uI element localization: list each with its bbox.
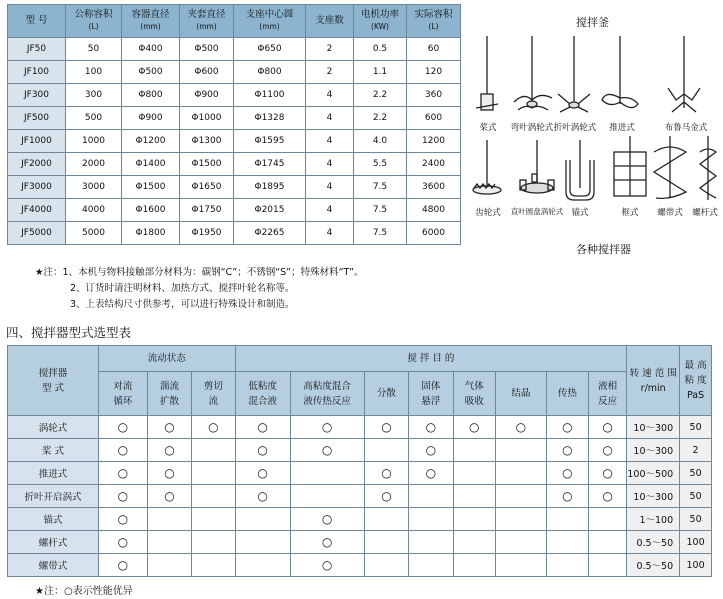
purpose-subheader-0: 对流 循环 — [99, 372, 148, 416]
table-cell: 2.2 — [354, 107, 407, 130]
viscosity-cell: 100 — [680, 531, 712, 554]
mark-cell — [290, 531, 364, 554]
excellent-mark-icon: ○ — [515, 419, 527, 434]
speed-cell: 10～300 — [627, 416, 680, 439]
mark-cell — [147, 439, 191, 462]
model-cell: JF4000 — [8, 199, 66, 222]
spec-table-header — [8, 5, 461, 38]
mark-cell — [453, 485, 495, 508]
spec-header-3: 夹套直径 (mm) — [180, 5, 234, 38]
caption-propeller: 推进式 — [609, 123, 635, 133]
table-cell: 3600 — [407, 176, 461, 199]
table-cell: Φ500 — [122, 61, 180, 84]
mark-cell — [192, 485, 235, 508]
agitator-panel-caption: 各种搅拌器 — [576, 243, 631, 256]
mark-cell — [546, 554, 588, 577]
table-cell: 4 — [306, 176, 354, 199]
table-cell: Φ1895 — [234, 176, 306, 199]
table-cell: Φ500 — [180, 38, 234, 61]
speed-cell: 0.5～50 — [627, 531, 680, 554]
table-cell: 120 — [407, 61, 461, 84]
excellent-mark-icon: ○ — [562, 419, 573, 434]
table-row — [8, 222, 461, 245]
table-row — [8, 199, 461, 222]
table-row — [8, 485, 712, 508]
table-cell: 4.0 — [354, 130, 407, 153]
speed-cell: 10～300 — [627, 485, 680, 508]
mark-cell — [364, 508, 408, 531]
purpose-subheader-5: 分散 — [364, 372, 408, 416]
excellent-mark-icon: ○ — [208, 419, 219, 434]
mark-cell — [453, 439, 495, 462]
purpose-subheader-4: 高粘度混合 液传热反应 — [290, 372, 364, 416]
mark-cell — [409, 531, 453, 554]
section-title: 四、搅拌器型式选型表 — [6, 325, 132, 340]
disc-turbine-icon — [520, 140, 554, 193]
table-cell: 2000 — [66, 153, 122, 176]
mark-cell — [99, 439, 148, 462]
table-cell: 7.5 — [354, 222, 407, 245]
table-row — [8, 38, 461, 61]
excellent-mark-icon: ○ — [602, 419, 613, 434]
table-cell: 5000 — [66, 222, 122, 245]
table-cell: Φ1000 — [180, 107, 234, 130]
mark-cell — [453, 531, 495, 554]
excellent-mark-icon: ○ — [321, 442, 333, 457]
mark-cell — [235, 531, 290, 554]
excellent-mark-icon: ○ — [381, 488, 392, 503]
mark-cell — [364, 531, 408, 554]
caption-screw: 螺杆式 — [692, 208, 718, 218]
table-cell: 4 — [306, 153, 354, 176]
excellent-mark-icon: ○ — [117, 511, 129, 526]
viscosity-cell: 50 — [680, 508, 712, 531]
flow-group-header: 流动状态 — [99, 346, 236, 372]
table-cell: Φ650 — [234, 38, 306, 61]
table-cell: Φ1800 — [122, 222, 180, 245]
mark-cell — [589, 508, 627, 531]
model-cell: JF3000 — [8, 176, 66, 199]
model-cell: JF2000 — [8, 153, 66, 176]
viscosity-cell: 50 — [680, 462, 712, 485]
speed-cell: 1～100 — [627, 508, 680, 531]
excellent-mark-icon: ○ — [257, 465, 268, 480]
caption-disc-turbine: 直叶圆盘涡轮式 — [510, 207, 564, 216]
mark-cell — [147, 508, 191, 531]
excellent-mark-icon: ○ — [602, 488, 613, 503]
selection-table — [7, 345, 712, 577]
table-cell: 600 — [407, 107, 461, 130]
mark-cell — [546, 508, 588, 531]
table-row — [8, 84, 461, 107]
speed-cell: 0.5～50 — [627, 554, 680, 577]
mark-cell — [409, 439, 453, 462]
mark-cell — [589, 462, 627, 485]
mark-cell — [192, 439, 235, 462]
excellent-mark-icon: ○ — [257, 442, 268, 457]
mark-cell — [99, 554, 148, 577]
table-cell: Φ1745 — [234, 153, 306, 176]
mark-cell — [409, 462, 453, 485]
mark-cell — [99, 416, 148, 439]
mark-cell — [235, 554, 290, 577]
purpose-subheader-2: 剪切 流 — [192, 372, 235, 416]
mark-cell — [589, 531, 627, 554]
curved-blade-turbine-icon — [514, 36, 552, 110]
agitator-illustrations — [462, 28, 720, 258]
mark-cell — [364, 439, 408, 462]
table-cell: 300 — [66, 84, 122, 107]
mark-cell — [546, 531, 588, 554]
model-cell: JF300 — [8, 84, 66, 107]
agitator-type-cell: 推进式 — [8, 462, 99, 485]
mark-cell — [409, 416, 453, 439]
table-cell: Φ900 — [122, 107, 180, 130]
excellent-mark-icon: ○ — [562, 488, 573, 503]
table-cell: 6000 — [407, 222, 461, 245]
table-cell: Φ1500 — [122, 176, 180, 199]
excellent-mark-icon: ○ — [164, 488, 175, 503]
spec-header-7: 实际容积 (L) — [407, 5, 461, 38]
viscosity-column-header: 最 高 粘 度 PaS — [680, 346, 712, 416]
table-row — [8, 462, 712, 485]
table-cell: Φ400 — [122, 38, 180, 61]
caption-frame: 框式 — [621, 208, 639, 218]
table-cell: 360 — [407, 84, 461, 107]
excellent-mark-icon: ○ — [117, 442, 129, 457]
excellent-mark-icon: ○ — [257, 419, 268, 434]
mark-cell — [364, 485, 408, 508]
excellent-mark-icon: ○ — [117, 488, 129, 503]
viscosity-cell: 2 — [680, 439, 712, 462]
mark-cell — [453, 416, 495, 439]
table-row — [8, 176, 461, 199]
excellent-mark-icon: ○ — [117, 465, 129, 480]
excellent-mark-icon: ○ — [164, 442, 175, 457]
mark-cell — [495, 554, 546, 577]
mark-cell — [409, 508, 453, 531]
mark-cell — [235, 462, 290, 485]
mark-cell — [453, 554, 495, 577]
table-cell: 4000 — [66, 199, 122, 222]
table-row — [8, 130, 461, 153]
purpose-subheader-9: 传热 — [546, 372, 588, 416]
table-cell: Φ1750 — [180, 199, 234, 222]
agitator-type-cell: 螺杆式 — [8, 531, 99, 554]
speed-column-header: 转 速 范 围 r/min — [627, 346, 680, 416]
table-cell: 1200 — [407, 130, 461, 153]
mark-cell — [495, 462, 546, 485]
frame-agitator-icon — [614, 136, 646, 196]
caption-anchor: 锚式 — [571, 208, 589, 218]
agitator-type-cell: 折叶开启涡式 — [8, 485, 99, 508]
brumagin-agitator-icon — [668, 36, 700, 112]
mark-cell — [495, 416, 546, 439]
excellent-mark-icon: ○ — [321, 419, 333, 434]
mark-cell — [147, 554, 191, 577]
table-cell: 2 — [306, 61, 354, 84]
purpose-subheader-8: 结晶 — [495, 372, 546, 416]
speed-cell: 100～500 — [627, 462, 680, 485]
caption-brumagin: 布鲁马金式 — [664, 123, 708, 133]
excellent-mark-icon: ○ — [469, 419, 480, 434]
mark-cell — [290, 416, 364, 439]
mark-cell — [546, 485, 588, 508]
table-cell: Φ1595 — [234, 130, 306, 153]
selection-note: ★注：○表示性能优异 — [35, 586, 133, 597]
mark-cell — [192, 416, 235, 439]
excellent-mark-icon: ○ — [321, 511, 333, 526]
mark-cell — [147, 462, 191, 485]
model-cell: JF50 — [8, 38, 66, 61]
mark-cell — [99, 485, 148, 508]
table-cell: 4800 — [407, 199, 461, 222]
spec-header-4: 支座中心圆 (mm) — [234, 5, 306, 38]
excellent-mark-icon: ○ — [321, 534, 333, 549]
mark-cell — [546, 462, 588, 485]
table-cell: Φ900 — [180, 84, 234, 107]
viscosity-cell: 50 — [680, 416, 712, 439]
table-cell: 100 — [66, 61, 122, 84]
table-row — [8, 531, 712, 554]
viscosity-cell: 50 — [680, 485, 712, 508]
table-cell: 1000 — [66, 130, 122, 153]
mark-cell — [409, 485, 453, 508]
mark-cell — [495, 485, 546, 508]
table-cell: 500 — [66, 107, 122, 130]
mark-cell — [364, 416, 408, 439]
model-cell: JF5000 — [8, 222, 66, 245]
spec-table — [7, 4, 461, 245]
mark-cell — [495, 439, 546, 462]
mark-cell — [235, 485, 290, 508]
table-cell: 3000 — [66, 176, 122, 199]
table-row — [8, 554, 712, 577]
mark-cell — [192, 531, 235, 554]
agitator-type-cell: 锚式 — [8, 508, 99, 531]
mark-cell — [546, 439, 588, 462]
table-cell: 4 — [306, 107, 354, 130]
mark-cell — [235, 416, 290, 439]
mark-cell — [192, 462, 235, 485]
table-cell: Φ1300 — [180, 130, 234, 153]
table-cell: Φ600 — [180, 61, 234, 84]
agitator-panel-title: 搅拌釜 — [576, 16, 609, 29]
agitator-type-cell: 螺带式 — [8, 554, 99, 577]
excellent-mark-icon: ○ — [164, 465, 175, 480]
viscosity-cell: 100 — [680, 554, 712, 577]
spec-note-line-1: ★注：1、本机与物料接触部分材料为：碳钢“C”；不锈钢“S”；特殊材料“T”。 — [35, 267, 364, 278]
mark-cell — [290, 554, 364, 577]
excellent-mark-icon: ○ — [425, 465, 437, 480]
table-cell: 7.5 — [354, 199, 407, 222]
model-cell: JF100 — [8, 61, 66, 84]
mark-cell — [147, 416, 191, 439]
gear-agitator-icon — [473, 140, 501, 194]
mark-cell — [495, 531, 546, 554]
table-cell: Φ1650 — [180, 176, 234, 199]
spec-note-line-3: 3、上表结构尺寸供参考，可以进行特殊设计和制造。 — [70, 299, 295, 310]
purpose-subheader-3: 低粘度 混合液 — [235, 372, 290, 416]
table-cell: 2.2 — [354, 84, 407, 107]
table-cell: 5.5 — [354, 153, 407, 176]
table-cell: Φ2015 — [234, 199, 306, 222]
table-cell: 2400 — [407, 153, 461, 176]
pitched-blade-turbine-icon — [558, 36, 590, 112]
caption-ribbon: 螺带式 — [657, 208, 683, 218]
table-cell: 50 — [66, 38, 122, 61]
table-cell: 60 — [407, 38, 461, 61]
spec-header-5: 支座数 — [306, 5, 354, 38]
mark-cell — [290, 462, 364, 485]
excellent-mark-icon: ○ — [164, 419, 175, 434]
table-cell: 4 — [306, 199, 354, 222]
table-cell: Φ1400 — [122, 153, 180, 176]
table-cell: Φ800 — [234, 61, 306, 84]
table-cell: 2 — [306, 38, 354, 61]
table-cell: 1.1 — [354, 61, 407, 84]
excellent-mark-icon: ○ — [425, 442, 437, 457]
anchor-agitator-icon — [566, 140, 594, 200]
spec-note-prefix: ★注： — [35, 267, 63, 278]
caption-curved-turbine: 弯叶涡轮式 — [510, 123, 554, 133]
table-cell: 4 — [306, 84, 354, 107]
mark-cell — [99, 508, 148, 531]
caption-pitched-turbine: 折叶涡轮式 — [553, 123, 597, 133]
excellent-mark-icon: ○ — [562, 465, 573, 480]
mark-cell — [290, 508, 364, 531]
spec-header-0: 型 号 — [8, 5, 66, 38]
mark-cell — [147, 485, 191, 508]
table-row — [8, 107, 461, 130]
spec-notes — [35, 265, 364, 313]
mark-cell — [192, 508, 235, 531]
table-cell: Φ1950 — [180, 222, 234, 245]
mark-cell — [546, 416, 588, 439]
excellent-mark-icon: ○ — [117, 419, 129, 434]
mark-cell — [453, 508, 495, 531]
mark-cell — [453, 462, 495, 485]
mark-cell — [235, 508, 290, 531]
mark-cell — [589, 485, 627, 508]
mark-cell — [147, 531, 191, 554]
model-cell: JF500 — [8, 107, 66, 130]
caption-paddle: 桨式 — [479, 123, 497, 133]
mark-cell — [290, 485, 364, 508]
purpose-group-header: 搅 拌 目 的 — [235, 346, 627, 372]
excellent-mark-icon: ○ — [425, 419, 437, 434]
table-cell: Φ1200 — [122, 130, 180, 153]
excellent-mark-icon: ○ — [602, 465, 613, 480]
table-row — [8, 61, 461, 84]
table-row — [8, 439, 712, 462]
excellent-mark-icon: ○ — [381, 465, 392, 480]
mark-cell — [364, 462, 408, 485]
table-cell: 4 — [306, 222, 354, 245]
propeller-agitator-icon — [602, 36, 638, 108]
table-cell: Φ1600 — [122, 199, 180, 222]
excellent-mark-icon: ○ — [602, 442, 613, 457]
mark-cell — [409, 554, 453, 577]
table-cell: Φ1100 — [234, 84, 306, 107]
spec-note-line-2: 2、订货时请注明材料、加热方式、搅拌叶轮名称等。 — [70, 283, 295, 294]
excellent-mark-icon: ○ — [117, 534, 129, 549]
agitator-type-cell: 涡轮式 — [8, 416, 99, 439]
table-row — [8, 416, 712, 439]
purpose-subheader-7: 气体 吸收 — [453, 372, 495, 416]
screw-agitator-icon — [700, 136, 716, 200]
excellent-mark-icon: ○ — [257, 488, 268, 503]
mark-cell — [99, 531, 148, 554]
spec-header-2: 容器直径 (mm) — [122, 5, 180, 38]
model-cell: JF1000 — [8, 130, 66, 153]
type-column-header: 搅拌器 型 式 — [8, 346, 99, 416]
table-cell: Φ1500 — [180, 153, 234, 176]
mark-cell — [589, 554, 627, 577]
table-row — [8, 508, 712, 531]
ribbon-agitator-icon — [654, 136, 686, 198]
excellent-mark-icon: ○ — [117, 557, 129, 572]
excellent-mark-icon: ○ — [562, 442, 573, 457]
table-cell: Φ2265 — [234, 222, 306, 245]
mark-cell — [495, 508, 546, 531]
table-cell: Φ1328 — [234, 107, 306, 130]
paddle-agitator-icon — [476, 36, 498, 110]
mark-cell — [589, 416, 627, 439]
mark-cell — [364, 554, 408, 577]
agitator-type-cell: 桨 式 — [8, 439, 99, 462]
table-cell: Φ800 — [122, 84, 180, 107]
caption-gear: 齿轮式 — [475, 208, 501, 218]
spec-header-1: 公称容积 (L) — [66, 5, 122, 38]
table-cell: 0.5 — [354, 38, 407, 61]
mark-cell — [235, 439, 290, 462]
speed-cell: 10～300 — [627, 439, 680, 462]
mark-cell — [99, 462, 148, 485]
table-cell: 7.5 — [354, 176, 407, 199]
purpose-subheader-1: 湍流 扩散 — [147, 372, 191, 416]
purpose-subheader-6: 固体 悬浮 — [409, 372, 453, 416]
mark-cell — [290, 439, 364, 462]
excellent-mark-icon: ○ — [321, 557, 333, 572]
table-row — [8, 153, 461, 176]
purpose-subheader-10: 液相 反应 — [589, 372, 627, 416]
table-cell: 4 — [306, 130, 354, 153]
mark-cell — [192, 554, 235, 577]
mark-cell — [589, 439, 627, 462]
spec-header-6: 电机功率 (KW) — [354, 5, 407, 38]
excellent-mark-icon: ○ — [381, 419, 392, 434]
